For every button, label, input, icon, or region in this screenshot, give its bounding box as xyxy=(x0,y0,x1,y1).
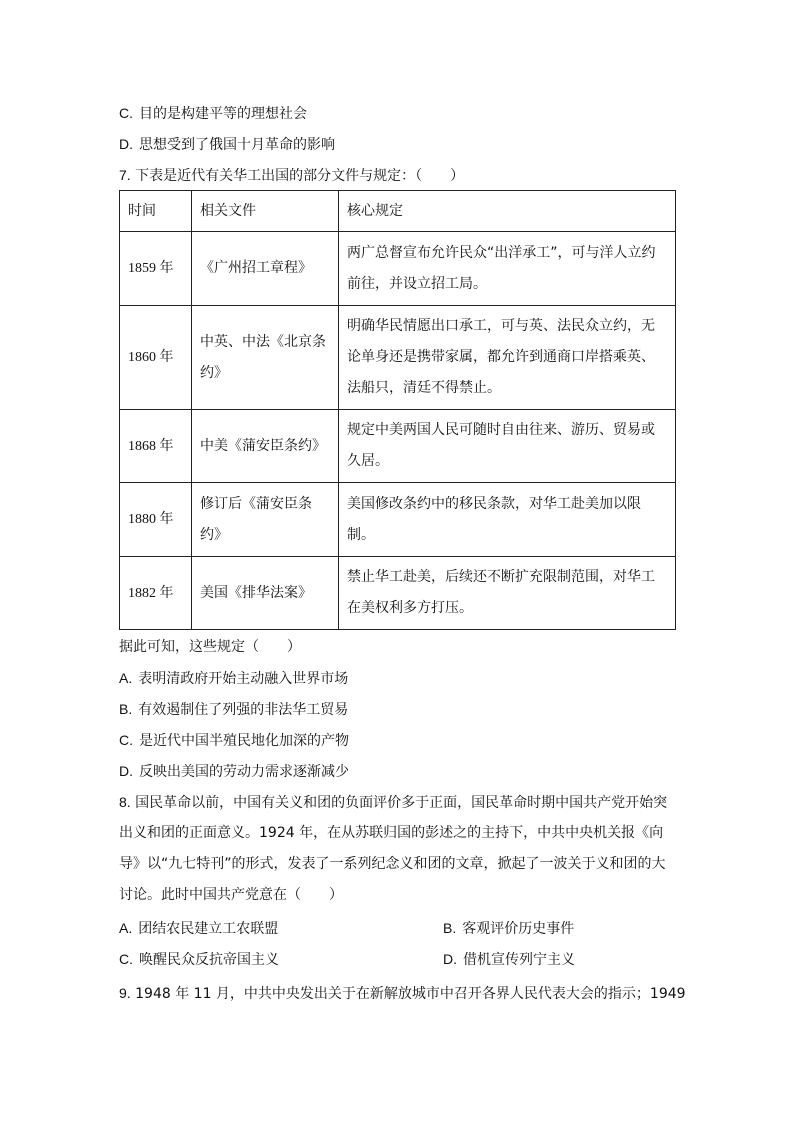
option-text: 反映出美国的劳动力需求逐渐减少 xyxy=(139,764,349,780)
row-rule: 规定中美两国人民可随时自由往来、游历、贸易或久居。 xyxy=(339,410,676,483)
regulations-table xyxy=(119,190,676,630)
option-text: 唤醒民众反抗帝国主义 xyxy=(139,952,279,968)
table-row xyxy=(120,410,676,483)
question-text: 据此可知，这些规定（ ） xyxy=(119,639,301,655)
q8-stem-line-3 xyxy=(119,854,666,874)
q8-stem-line-1 xyxy=(119,792,667,813)
option-label: B. xyxy=(443,920,457,936)
q8-stem-line-2 xyxy=(119,823,663,843)
table-row xyxy=(120,483,676,557)
row-year: 1859 年 xyxy=(120,232,192,306)
q7-stem xyxy=(119,165,464,186)
table-row xyxy=(120,306,676,410)
row-rule: 美国修改条约中的移民条款，对华工赴美加以限制。 xyxy=(339,483,676,557)
q7-option-d xyxy=(119,761,349,782)
q7-option-c xyxy=(119,730,349,751)
header-rule: 核心规定 xyxy=(339,191,676,232)
row-rule: 两广总督宣布允许民众“出洋承工”，可与洋人立约前往，并设立招工局。 xyxy=(339,232,676,306)
question-text: 下表是近代有关华工出国的部分文件与规定：（ ） xyxy=(135,168,465,184)
row-document: 中英、中法《北京条约》 xyxy=(192,306,339,410)
row-document: 美国《排华法案》 xyxy=(192,557,339,630)
option-text: 客观评价历史事件 xyxy=(462,921,575,937)
question-text: 导》以“九七特刊”的形式，发表了一系列纪念义和团的文章，掀起了一波关于义和团的大 xyxy=(119,856,666,872)
row-year: 1860 年 xyxy=(120,306,192,410)
q7-option-a xyxy=(119,668,348,689)
q7-option-b xyxy=(119,699,348,720)
question-text: 讨论。此时中国共产党意在（ ） xyxy=(119,887,343,903)
question-text: 出义和团的正面意义。1924 年，在从苏联归国的彭述之的主持下，中共中央机关报《向 xyxy=(119,825,664,841)
q8-stem-line-4 xyxy=(119,885,343,905)
option-text: 表明清政府开始主动融入世界市场 xyxy=(138,671,349,687)
row-year: 1880 年 xyxy=(120,483,192,557)
question-number: 8. xyxy=(119,794,131,810)
option-text: 借机宣传列宁主义 xyxy=(463,952,575,968)
row-document: 《广州招工章程》 xyxy=(192,232,339,306)
option-label: A. xyxy=(119,670,133,686)
q6-option-d xyxy=(119,134,335,155)
option-label: B. xyxy=(119,701,133,717)
table-row xyxy=(120,232,676,306)
table-row xyxy=(120,557,676,630)
option-label: C. xyxy=(119,732,133,748)
header-document: 相关文件 xyxy=(192,191,339,232)
question-number: 9. xyxy=(119,985,131,1001)
option-label: D. xyxy=(119,763,133,779)
row-document: 中美《蒲安臣条约》 xyxy=(192,410,339,483)
question-number: 7. xyxy=(119,167,131,183)
option-text: 思想受到了俄国十月革命的影响 xyxy=(139,137,335,153)
q8-option-c xyxy=(119,949,279,970)
option-text: 目的是构建平等的理想社会 xyxy=(139,106,307,122)
row-rule: 明确华民情愿出口承工，可与英、法民众立约，无论单身还是携带家属，都允许到通商口岸搭乘英、法船只，清廷不得禁止。 xyxy=(339,306,676,410)
option-label: C. xyxy=(119,951,133,967)
row-year: 1868 年 xyxy=(120,410,192,483)
table-header-row xyxy=(120,191,676,232)
row-rule: 禁止华工赴美，后续还不断扩充限制范围，对华工在美权利多方打压。 xyxy=(339,557,676,630)
q6-option-c xyxy=(119,103,307,124)
question-text: 1948 年 11 月，中共中央发出关于在新解放城市中召开各界人民代表大会的指示；1949 xyxy=(135,986,686,1002)
option-label: A. xyxy=(119,920,133,936)
question-text: 国民革命以前，中国有关义和团的负面评价多于正面，国民革命时期中国共产党开始突 xyxy=(135,795,668,811)
q8-option-d xyxy=(443,949,575,970)
q8-option-a xyxy=(119,918,278,939)
q7-prompt xyxy=(119,637,301,657)
option-label: D. xyxy=(443,951,457,967)
q9-stem-line-1 xyxy=(119,983,686,1004)
option-label: D. xyxy=(119,136,133,152)
header-time: 时间 xyxy=(120,191,192,232)
option-text: 有效遏制住了列强的非法华工贸易 xyxy=(138,702,349,718)
option-text: 团结农民建立工农联盟 xyxy=(138,921,279,937)
option-label: C. xyxy=(119,105,133,121)
row-document: 修订后《蒲安臣条约》 xyxy=(192,483,339,557)
option-text: 是近代中国半殖民地化加深的产物 xyxy=(139,733,349,749)
q8-option-b xyxy=(443,918,574,939)
row-year: 1882 年 xyxy=(120,557,192,630)
